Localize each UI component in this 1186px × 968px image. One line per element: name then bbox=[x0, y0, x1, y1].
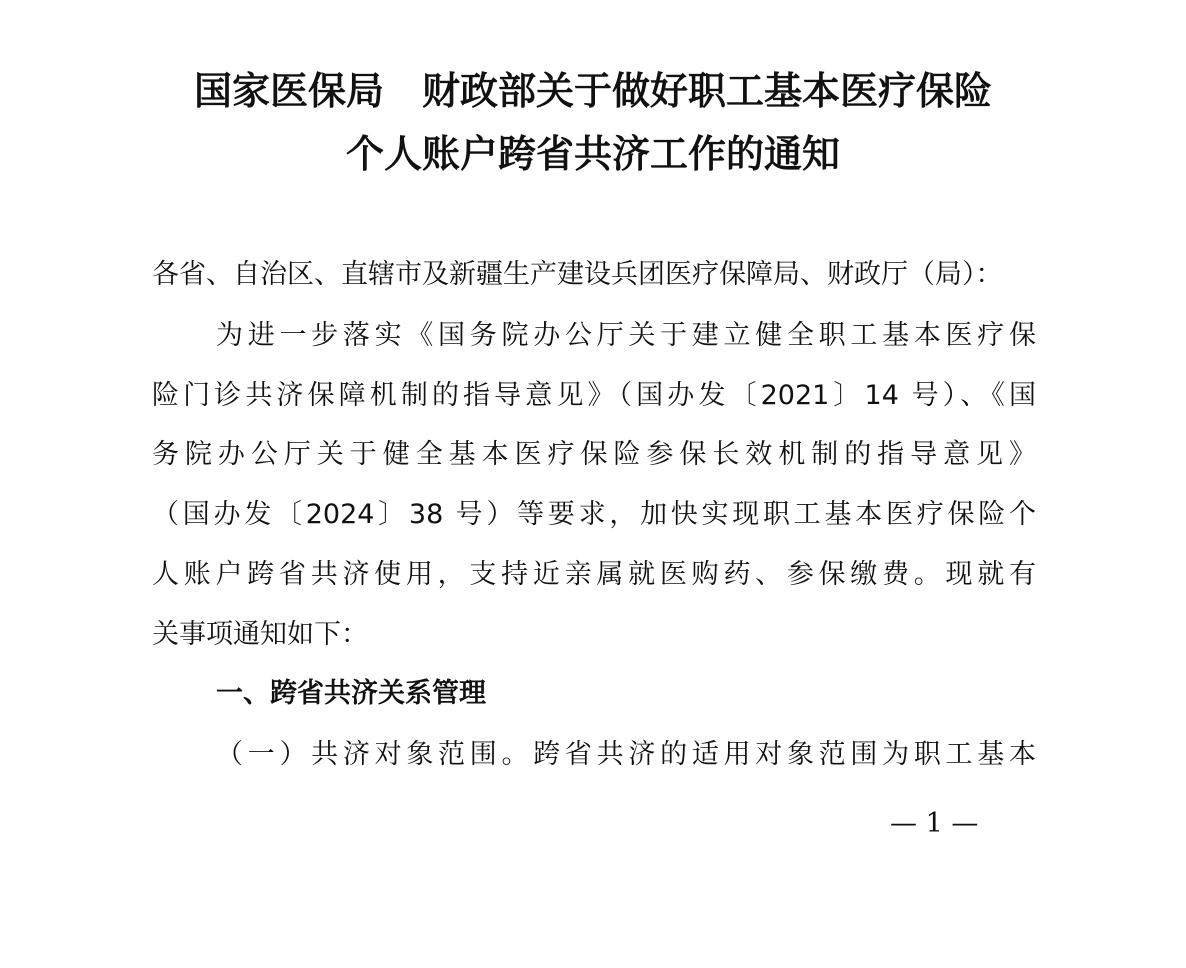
paragraph-1-line-4: （国办发〔2024〕38 号）等要求，加快实现职工基本医疗保险个 bbox=[152, 499, 1036, 530]
section-1-heading: 一、跨省共济关系管理 bbox=[216, 678, 486, 709]
paragraph-1-line-2: 险门诊共济保障机制的指导意见》（国办发〔2021〕14 号）、《国 bbox=[152, 380, 1036, 411]
paragraph-1-line-6: 关事项通知如下： bbox=[152, 619, 368, 650]
document-title-line-2: 个人账户跨省共济工作的通知 bbox=[345, 131, 840, 176]
page-number: — 1 — bbox=[890, 808, 979, 839]
addressee: 各省、自治区、直辖市及新疆生产建设兵团医疗保障局、财政厅（局）： bbox=[152, 259, 1003, 290]
title-issuer-1: 国家医保局 bbox=[193, 68, 384, 113]
paragraph-1-line-3: 务院办公厅关于健全基本医疗保险参保长效机制的指导意见》 bbox=[152, 439, 1036, 470]
document-title-line-1 bbox=[0, 68, 1186, 113]
paragraph-1-line-5: 人账户跨省共济使用，支持近亲属就医购药、参保缴费。现就有 bbox=[152, 559, 1036, 590]
paragraph-1-line-1: 为进一步落实《国务院办公厅关于建立健全职工基本医疗保 bbox=[216, 320, 1036, 351]
title-text-1: 财政部关于做好职工基本医疗保险 bbox=[422, 68, 993, 113]
section-1-paragraph-1-line-1: （一）共济对象范围。跨省共济的适用对象范围为职工基本 bbox=[216, 739, 1036, 770]
